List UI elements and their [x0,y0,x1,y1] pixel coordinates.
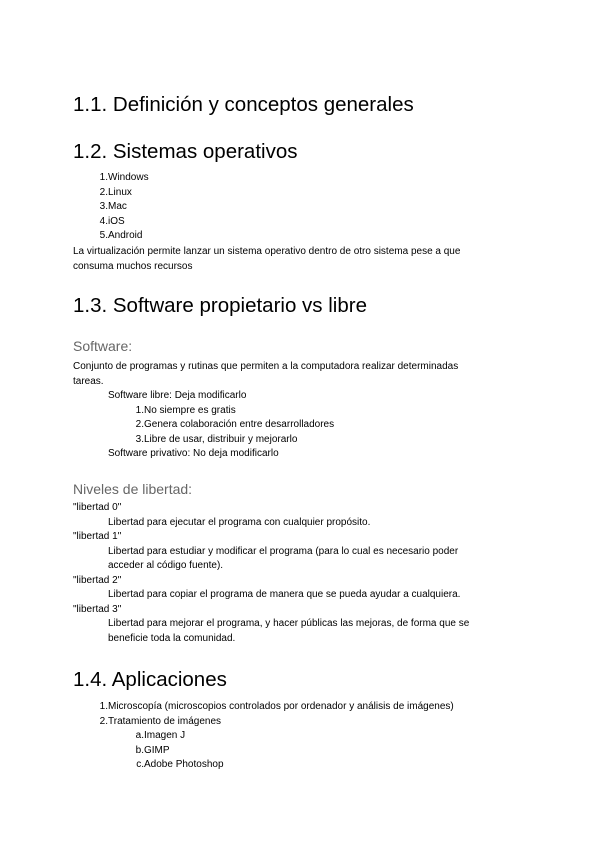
software-privativo-line: Software privativo: No deja modificarlo [108,448,279,459]
list-text: Imagen J [144,730,186,741]
software-libre-line: Software libre: Deja modificarlo [108,390,247,401]
libertad-desc: Libertad para mejorar el programa, y hacer públicas las mejoras, de forma que se [108,618,470,629]
paragraph-line: consuma muchos recursos [73,260,193,272]
list-marker: a. [135,730,144,741]
heading-1-3: 1.3. Software propietario vs libre [73,294,367,317]
heading-1-2: 1.2. Sistemas operativos [73,140,298,163]
list-marker: 2. [99,186,108,198]
list-marker: 1. [135,404,144,416]
subheading-software: Software: [73,338,133,354]
list-marker: 2. [99,715,108,727]
list-marker: 5. [99,230,108,241]
list-text: No siempre es gratis [144,404,236,416]
list-text: Linux [108,186,132,198]
list-text: Genera colaboración entre desarrolladores [144,419,335,430]
list-marker: 2. [135,419,144,430]
libertad-desc: Libertad para estudiar y modificar el programa (para lo cual es necesario poder [108,545,459,557]
list-marker: 4. [99,215,108,227]
list-marker: 1. [99,172,108,183]
libertad-desc: Libertad para copiar el programa de manera que se pueda ayudar a cualquiera. [108,589,461,600]
subheading-niveles: Niveles de libertad: [73,481,193,497]
libertad-desc: Libertad para ejecutar el programa con cualquier propósito. [108,516,371,528]
libertad-label: "libertad 2" [73,574,122,586]
libertad-label: "libertad 3" [73,603,122,615]
libertad-label: "libertad 0" [73,502,122,513]
list-text: Libre de usar, distribuir y mejorarlo [144,433,298,445]
list-text: Android [108,230,143,241]
libertad-desc: acceder al código fuente). [108,560,224,571]
list-text: GIMP [144,744,170,756]
list-marker: 1. [99,701,108,712]
list-text: Mac [108,201,127,212]
list-text: iOS [108,215,125,227]
list-marker: c. [136,759,144,770]
list-marker: b. [135,744,144,756]
list-text: Microscopía (microscopios controlados por ordenador y análisis de imágenes) [108,701,454,712]
paragraph-line: tareas. [73,375,104,387]
list-marker: 3. [135,433,144,445]
list-text: Tratamiento de imágenes [108,715,222,727]
heading-1-1: 1.1. Definición y conceptos generales [73,93,414,116]
libertad-label: "libertad 1" [73,531,122,542]
list-marker: 3. [99,201,108,212]
paragraph-line: Conjunto de programas y rutinas que permiten a la computadora realizar determinadas [73,361,459,372]
list-text: Windows [108,172,149,183]
list-text: Adobe Photoshop [144,759,224,770]
heading-1-4: 1.4. Aplicaciones [73,668,227,691]
paragraph-line: La virtualización permite lanzar un sistema operativo dentro de otro sistema pese a que [73,246,461,257]
libertad-desc: beneficie toda la comunidad. [108,632,236,644]
